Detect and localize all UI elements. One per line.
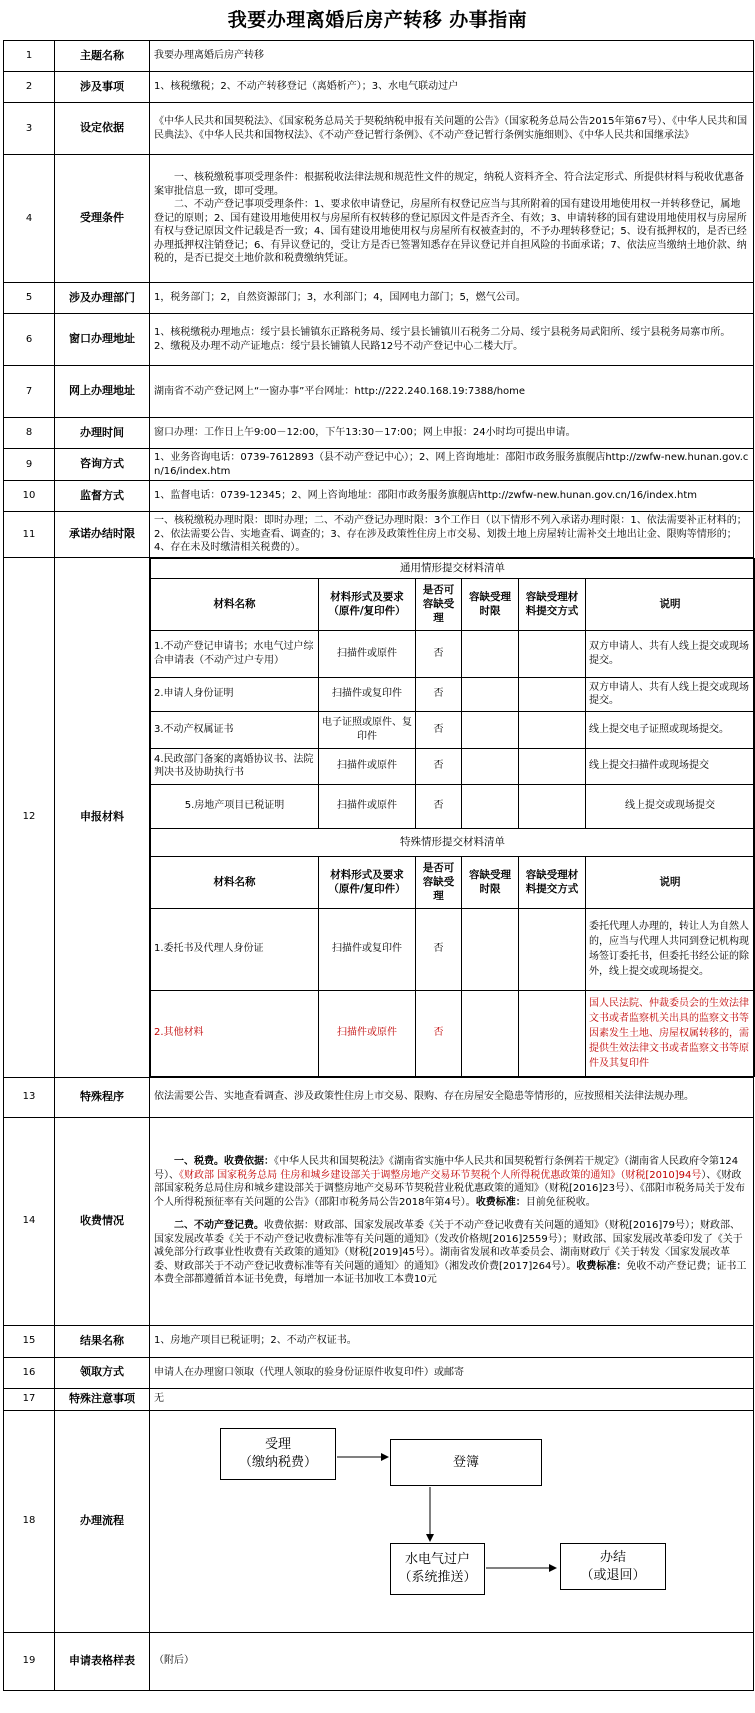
row-label: 窗口办理地址 — [55, 314, 150, 366]
tax-fees-basis-cont: ）、《财政部国家税务总局住房和城乡建设部关于调整房地产交易环节契税营业税优惠政策的通知》（财税[2016]23号）、《邵阳市税务局关于发布个人所得税预征率有关问题的公告》（邵阳市税务局公告2018年第4号）。 — [154, 1169, 745, 1208]
col-header: 材料名称 — [151, 856, 319, 908]
row-value: 1、房地产项目已税证明；2、不动产权证书。 — [150, 1325, 754, 1357]
tax-fees-basis-highlight: 《财政部 国家税务总局 住房和城乡建设部关于调整房地产交易环节契税个人所得税优惠政策的通知》（财税[2010]94号 — [179, 1169, 702, 1181]
row-5 — [4, 283, 754, 314]
row-number: 19 — [4, 1632, 55, 1690]
material-limit — [462, 677, 519, 711]
materials-cell — [150, 557, 754, 1077]
material-allow: 否 — [416, 784, 462, 828]
row-label: 监督方式 — [55, 481, 150, 512]
tax-fees-std: 目前免征税收。 — [525, 1196, 596, 1208]
material-note: 双方申请人、共有人线上提交或现场提交。 — [586, 630, 755, 677]
flow-arrows — [150, 1413, 754, 1629]
material-note: 委托代理人办理的，转让人为自然人的，应当与代理人共同到登记机构现场签订委托书，但委托书经公证的除外，线上提交或现场提交。 — [586, 908, 755, 990]
material-name: 2.申请人身份证明 — [151, 677, 319, 711]
material-submit — [519, 990, 586, 1076]
row-number: 14 — [4, 1117, 55, 1325]
flow-step-label: 登簿 — [452, 1454, 479, 1470]
material-note: 线上提交扫描件或现场提交 — [586, 748, 755, 784]
row-12 — [4, 557, 754, 1077]
special-materials-title: 特殊情形提交材料清单 — [151, 828, 755, 856]
row-10 — [4, 481, 754, 512]
material-limit — [462, 990, 519, 1076]
col-header: 容缺受理时限 — [462, 578, 519, 630]
row-number: 12 — [4, 557, 55, 1077]
registration-fees-heading: 二、不动产登记费。 — [174, 1220, 264, 1232]
row-number: 3 — [4, 103, 55, 155]
col-header: 是否可容缺受理 — [416, 578, 462, 630]
table-row — [151, 990, 755, 1076]
tax-fees-heading: 一、税费。收费依据： — [174, 1156, 274, 1168]
fees-cell — [150, 1117, 754, 1325]
material-submit — [519, 908, 586, 990]
material-allow: 否 — [416, 990, 462, 1076]
row-2 — [4, 72, 754, 103]
material-limit — [462, 748, 519, 784]
col-header: 材料形式及要求（原件/复印件） — [319, 856, 416, 908]
table-row — [151, 630, 755, 677]
row-value: 1、核税缴税；2、不动产转移登记（离婚析产）；3、水电气联动过户 — [150, 72, 754, 103]
row-value: 无 — [150, 1388, 754, 1410]
guide-table — [3, 40, 754, 1691]
row-11 — [4, 512, 754, 558]
row-value: 湖南省不动产登记网上“一窗办事”平台网址：http://222.240.168.19:7388/home — [150, 366, 754, 418]
row-value: 申请人在办理窗口领取（代理人领取的验身份证原件收复印件）或邮寄 — [150, 1357, 754, 1388]
registration-fees-std-label: 收费标准： — [576, 1260, 627, 1272]
col-header: 说明 — [586, 578, 755, 630]
row-label: 申请表格样表 — [55, 1632, 150, 1690]
row-number: 6 — [4, 314, 55, 366]
material-name: 4.民政部门备案的离婚协议书、法院判决书及协助执行书 — [151, 748, 319, 784]
tax-fees-std-label: 收费标准： — [475, 1196, 526, 1208]
material-name: 2.其他材料 — [151, 990, 319, 1076]
material-name: 1.不动产登记申请书；水电气过户综合申请表（不动产过户专用） — [151, 630, 319, 677]
row-value: 我要办理离婚后房产转移 — [150, 41, 754, 72]
material-form: 扫描件或原件 — [319, 748, 416, 784]
row-6 — [4, 314, 754, 366]
material-allow: 否 — [416, 908, 462, 990]
material-note: 线上提交电子证照或现场提交。 — [586, 711, 755, 748]
row-label: 网上办理地址 — [55, 366, 150, 418]
material-submit — [519, 711, 586, 748]
registration-fees-basis: 收费依据：财政部、国家发展改革委《关于不动产登记收费有关问题的通知》（财税[2016]79号）；财政部、国家发展改革委《关于不动产登记收费标准等有关问题的通知》（发改价格规[2016]2559号）；财政部、国家发展改革委印发了《关于减免部分行政事业性收费有关政策的通知》（财税[2019]45号）。湖南省发展和改革委员会、湖南财政厅《关于转发〈国家发展改革委、财政部关于不动产登记收费标准等有关问题的通知〉的通知》（湘发改价费[2017]264号）。 — [154, 1220, 743, 1272]
row-value: （附后） — [150, 1632, 754, 1690]
row-value — [150, 155, 754, 283]
row-13 — [4, 1077, 754, 1117]
row-label: 受理条件 — [55, 155, 150, 283]
row-17 — [4, 1388, 754, 1410]
row-label: 结果名称 — [55, 1325, 150, 1357]
row-label: 特殊程序 — [55, 1077, 150, 1117]
flow-step-sublabel: （或退回） — [580, 1567, 646, 1583]
row-label: 收费情况 — [55, 1117, 150, 1325]
material-form: 电子证照或原件、复印件 — [319, 711, 416, 748]
material-submit — [519, 630, 586, 677]
general-header-row — [151, 578, 755, 630]
row-number: 10 — [4, 481, 55, 512]
row-number: 18 — [4, 1410, 55, 1632]
row-number: 17 — [4, 1388, 55, 1410]
row-value: 《中华人民共和国契税法》、《国家税务总局关于契税纳税申报有关问题的公告》（国家税务总局公告2015年第67号）、《中华人民共和国民典法》、《中华人民共和国物权法》、《不动产登记暂行条例》、《不动产登记暂行条例实施细则》、《中华人民共和国继承法》 — [150, 103, 754, 155]
col-header: 容缺受理材料提交方式 — [519, 578, 586, 630]
row-number: 8 — [4, 418, 55, 449]
col-header: 容缺受理时限 — [462, 856, 519, 908]
row-value: 1、业务咨询电话：0739-7612893（县不动产登记中心）；2、网上咨询地址：邵阳市政务服务旗舰店http://zwfw-new.hunan.gov.cn/16/index.htm — [150, 449, 754, 481]
flow-cell — [150, 1410, 754, 1632]
row-label: 涉及办理部门 — [55, 283, 150, 314]
material-form: 扫描件或原件 — [319, 630, 416, 677]
process-flowchart — [150, 1413, 753, 1629]
material-form: 扫描件或原件 — [319, 784, 416, 828]
registration-acceptance-conditions: 二、不动产登记事项受理条件：1、要求依申请登记，房屋所有权登记应当与其所附着的国有建设用地使用权一并转移登记，属地登记的原则；2、国有建设用地使用权与房屋所有权转移的登记原因文件是否齐全、有效；3、申请转移的国有建设用地使用权与房屋所有权与登记原因文件记载是否一致；4、国有建设用地使用权与房屋所有权被查封的，不予办理转移登记；5、设有抵押权的，是否已经办理抵押权注销登记；6、有异议登记的，受让方是否已签署知悉存在异议登记并自担风险的书面承诺；7、依法应当缴纳土地价款、纳税的，是否已提交土地价款和税费缴纳凭证。 — [154, 199, 747, 265]
material-name: 3.不动产权属证书 — [151, 711, 319, 748]
col-header: 材料形式及要求（原件/复印件） — [319, 578, 416, 630]
col-header: 容缺受理材料提交方式 — [519, 856, 586, 908]
row-14 — [4, 1117, 754, 1325]
tax-acceptance-conditions: 一、核税缴税事项受理条件：根据税收法律法规和规范性文件的规定，纳税人资料齐全、符合法定形式、所提供材料与税收优惠备案审批信息一致，即可受理。 — [154, 172, 744, 197]
material-limit — [462, 711, 519, 748]
flow-step-label: 水电气过户 — [404, 1552, 470, 1568]
row-9 — [4, 449, 754, 481]
row-value: 一、核税缴税办理时限：即时办理；二、不动产登记办理时限：3个工作日（以下情形不列入承诺办理时限：1、依法需要补正材料的；2、依法需要公告、实地查看、调查的；3、存在涉及政策性住房上市交易、划拨土地上房屋转让需补交土地出让金、限购等情形的；4、存在未及时缴清相关税费的）。 — [150, 512, 754, 558]
row-number: 2 — [4, 72, 55, 103]
row-label: 咨询方式 — [55, 449, 150, 481]
row-number: 15 — [4, 1325, 55, 1357]
tax-fees-basis: 《中华人民共和国契税法》《湖南省实施中华人民共和国契税暂行条例若干规定》（湖南省人民政府令第124号）、 — [154, 1156, 739, 1181]
row-8 — [4, 418, 754, 449]
row-number: 1 — [4, 41, 55, 72]
row-number: 13 — [4, 1077, 55, 1117]
material-submit — [519, 677, 586, 711]
row-value: 1、监督电话：0739-12345；2、网上咨询地址：邵阳市政务服务旗舰店http://zwfw-new.hunan.gov.cn/16/index.htm — [150, 481, 754, 512]
row-7 — [4, 366, 754, 418]
row-label: 设定依据 — [55, 103, 150, 155]
flow-step-sublabel: （系统推送） — [398, 1570, 477, 1585]
row-1 — [4, 41, 754, 72]
row-number: 11 — [4, 512, 55, 558]
row-19 — [4, 1632, 754, 1690]
col-header: 材料名称 — [151, 578, 319, 630]
row-label: 申报材料 — [55, 557, 150, 1077]
material-limit — [462, 630, 519, 677]
row-16 — [4, 1357, 754, 1388]
material-name: 1.委托书及代理人身份证 — [151, 908, 319, 990]
material-allow: 否 — [416, 677, 462, 711]
row-3 — [4, 103, 754, 155]
row-label: 特殊注意事项 — [55, 1388, 150, 1410]
special-header-row — [151, 856, 755, 908]
row-value: 依法需要公告、实地查看调查、涉及政策性住房上市交易、限购、存在房屋安全隐患等情形的，应按照相关法律法规办理。 — [150, 1077, 754, 1117]
materials-table — [150, 558, 755, 1077]
material-form: 扫描件或复印件 — [319, 908, 416, 990]
material-note: 线上提交或现场提交 — [586, 784, 755, 828]
col-header: 是否可容缺受理 — [416, 856, 462, 908]
material-limit — [462, 908, 519, 990]
col-header: 说明 — [586, 856, 755, 908]
registration-fees — [154, 1219, 749, 1287]
row-number: 4 — [4, 155, 55, 283]
row-18 — [4, 1410, 754, 1632]
material-allow: 否 — [416, 711, 462, 748]
material-name: 5.房地产项目已税证明 — [151, 784, 319, 828]
tax-fees — [154, 1155, 749, 1209]
row-label: 领取方式 — [55, 1357, 150, 1388]
material-allow: 否 — [416, 748, 462, 784]
flow-step-label: 受理 — [264, 1437, 291, 1453]
row-value: 窗口办理：工作日上午9:00－12:00，下午13:30－17:00；网上申报：24小时均可提出申请。 — [150, 418, 754, 449]
material-form: 扫描件或复印件 — [319, 677, 416, 711]
row-value: 1、核税缴税办理地点：绥宁县长铺镇东正路税务局、绥宁县长铺镇川石税务二分局、绥宁县税务局武阳所、绥宁县税务局寨市所。 2、缴税及办理不动产证地点：绥宁县长铺镇人民路12号不动产登记中心二楼大厅。 — [150, 314, 754, 366]
material-submit — [519, 784, 586, 828]
row-15 — [4, 1325, 754, 1357]
row-label: 主题名称 — [55, 41, 150, 72]
row-label: 承诺办结时限 — [55, 512, 150, 558]
row-label: 办理流程 — [55, 1410, 150, 1632]
material-limit — [462, 784, 519, 828]
general-materials-title: 通用情形提交材料清单 — [151, 558, 755, 578]
material-note: 双方申请人、共有人线上提交或现场提交。 — [586, 677, 755, 711]
table-row — [151, 677, 755, 711]
page-title: 我要办理离婚后房产转移 办事指南 — [227, 9, 528, 31]
table-row — [151, 784, 755, 828]
table-row — [151, 711, 755, 748]
row-value: 1，税务部门；2，自然资源部门；3，水利部门；4，国网电力部门；5，燃气公司。 — [150, 283, 754, 314]
registration-fees-std: 免收不动产登记费；证书工本费全部都遵循首本证书免费，每增加一本证书加收工本费10元 — [154, 1260, 747, 1286]
material-form: 扫描件或原件 — [319, 990, 416, 1076]
row-number: 9 — [4, 449, 55, 481]
flow-step-sublabel: （缴纳税费） — [238, 1455, 317, 1470]
material-note: 国人民法院、仲裁委员会的生效法律文书或者监察机关出具的监察文书等因素发生土地、房屋权属转移的，需提供生效法律文书或者监察文书等原件及其复印件 — [586, 990, 755, 1076]
row-number: 5 — [4, 283, 55, 314]
row-4 — [4, 155, 754, 283]
row-label: 办理时间 — [55, 418, 150, 449]
row-number: 7 — [4, 366, 55, 418]
flow-step-label: 办结 — [599, 1549, 626, 1565]
row-label: 涉及事项 — [55, 72, 150, 103]
material-submit — [519, 748, 586, 784]
table-row — [151, 908, 755, 990]
material-allow: 否 — [416, 630, 462, 677]
table-row — [151, 748, 755, 784]
row-number: 16 — [4, 1357, 55, 1388]
